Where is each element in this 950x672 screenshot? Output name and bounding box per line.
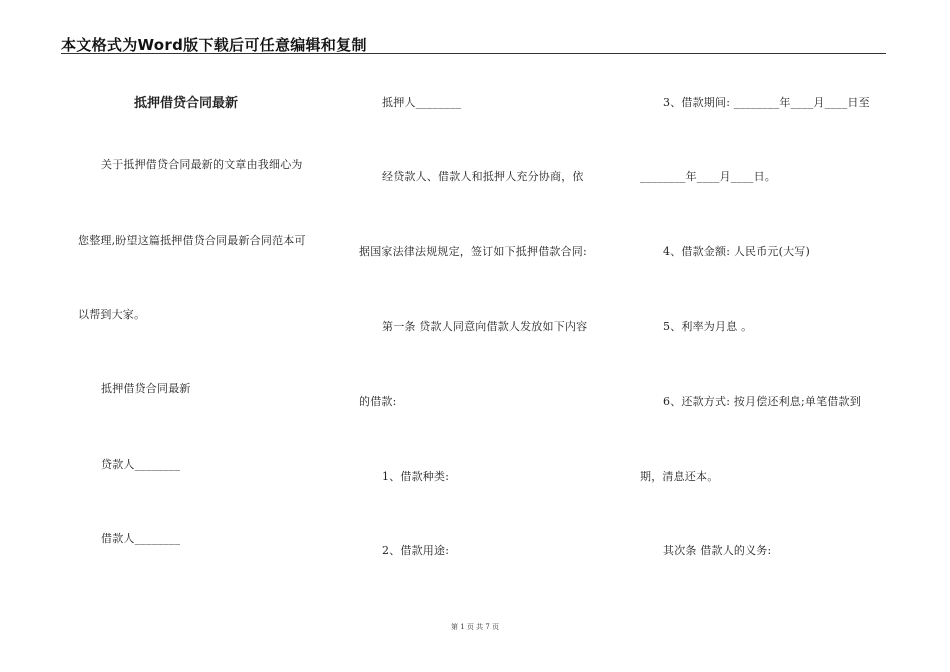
- loan-period-field: 3、借款期间: ________年____月____日至: [663, 96, 870, 109]
- paragraph-line: 的借款:: [359, 395, 397, 408]
- paragraph-line: 据国家法律法规规定，签订如下抵押借款合同:: [359, 245, 587, 258]
- paragraph-line: 关于抵押借贷合同最新的文章由我细心为: [101, 158, 303, 171]
- article-heading: 第一条 贷款人同意向借款人发放如下内容: [382, 320, 588, 333]
- borrower-field: 借款人________: [101, 532, 181, 545]
- document-title: 抵押借贷合同最新: [134, 96, 239, 111]
- document-header: 本文格式为Word版下载后可任意编辑和复制: [61, 36, 367, 54]
- mortgagor-field: 抵押人________: [382, 96, 462, 109]
- repayment-method-field: 6、还款方式: 按月偿还利息;单笔借款到: [663, 395, 861, 408]
- loan-period-end: ________年____月____日。: [640, 170, 776, 183]
- paragraph-line: 您整理,盼望这篇抵押借贷合同最新合同范本可: [78, 234, 306, 247]
- paragraph-line: 经贷款人、借款人和抵押人充分协商，依: [382, 170, 584, 183]
- paragraph-line: 期，清息还本。: [640, 470, 719, 483]
- header-divider: [61, 53, 886, 54]
- section-heading: 抵押借贷合同最新: [101, 382, 191, 395]
- loan-type-field: 1、借款种类:: [382, 470, 450, 483]
- interest-rate-field: 5、利率为月息 。: [663, 320, 753, 333]
- loan-purpose-field: 2、借款用途:: [382, 544, 450, 557]
- lender-field: 贷款人________: [101, 458, 181, 471]
- loan-amount-field: 4、借款金额: 人民币元(大写): [663, 245, 810, 258]
- article-heading: 其次条 借款人的义务:: [663, 544, 772, 557]
- page-number: 第 1 页 共 7 页: [450, 623, 500, 631]
- paragraph-line: 以帮到大家。: [78, 308, 146, 321]
